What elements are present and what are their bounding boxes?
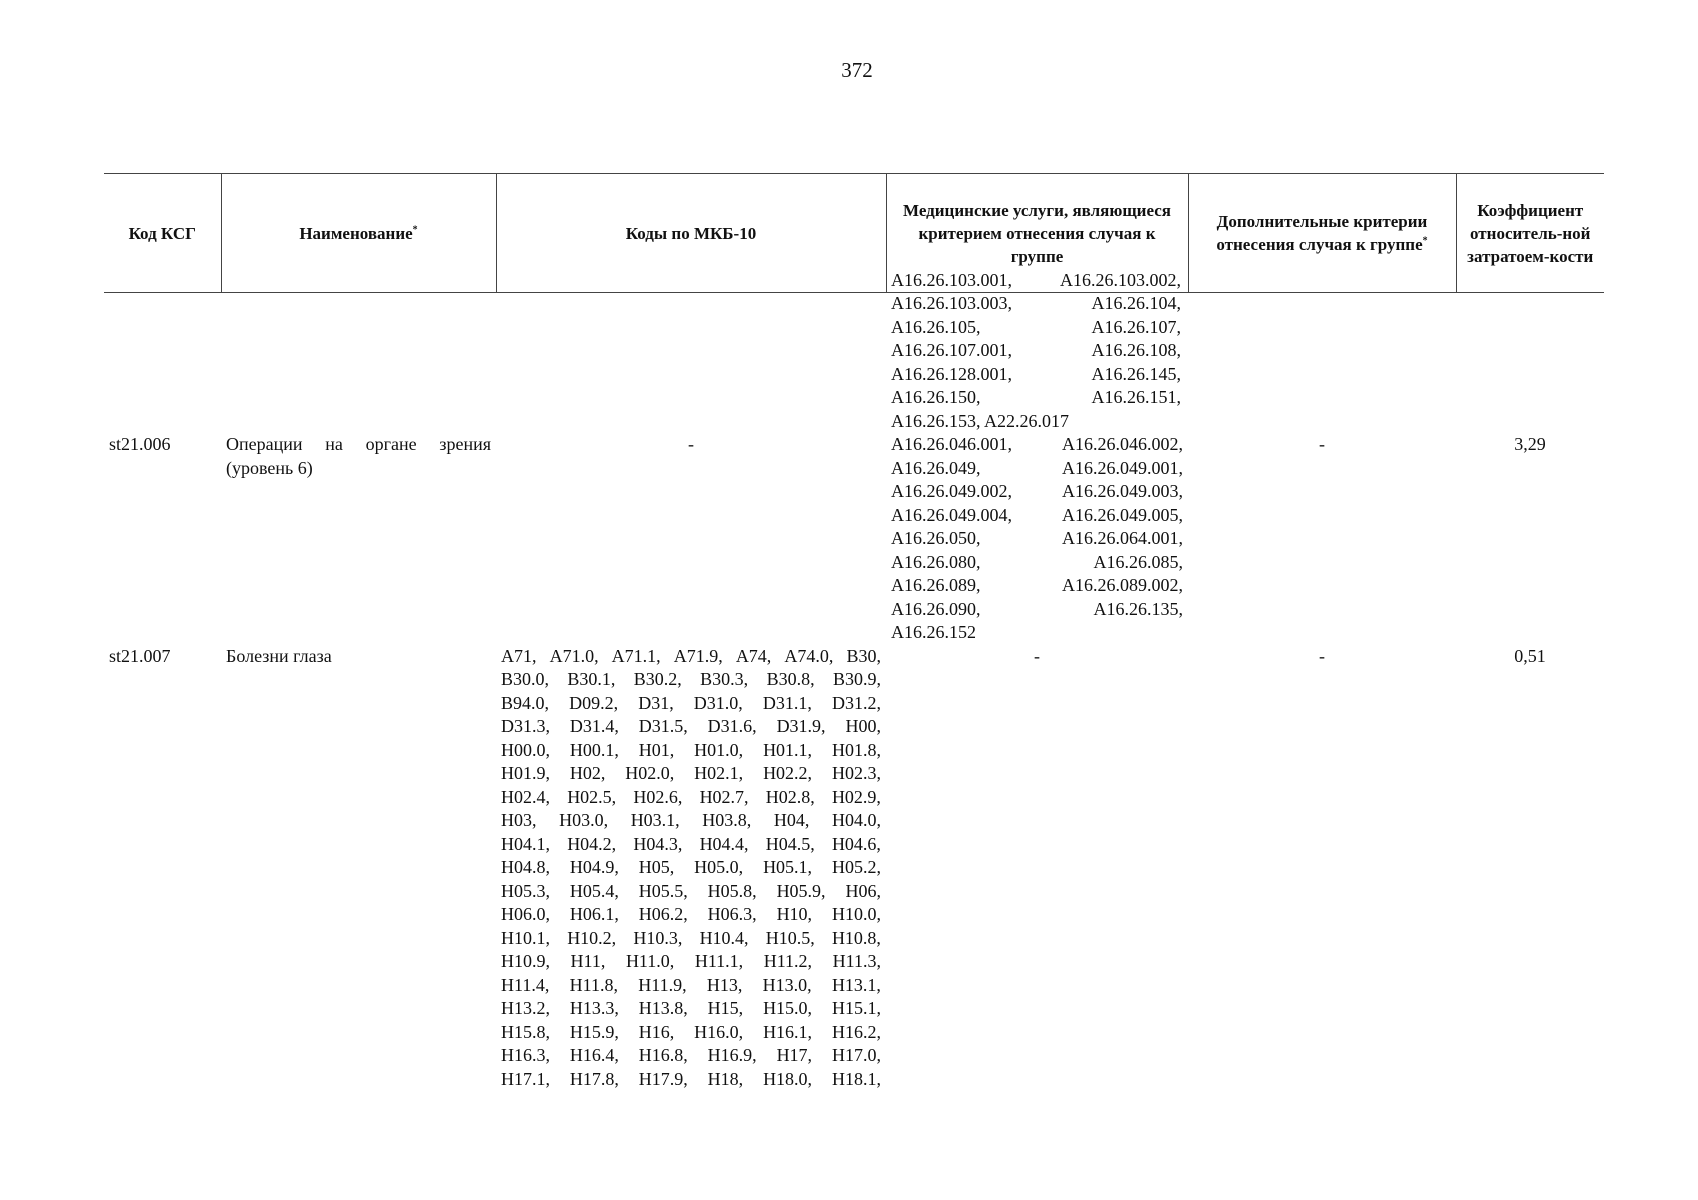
mkb-code: H16.2, — [831, 1021, 881, 1042]
mkb-code-list — [501, 645, 881, 1092]
mkb-code: A74.0, — [784, 645, 834, 666]
header-code: Код КСГ — [104, 174, 221, 293]
service-code: A16.26.103.002, — [1060, 269, 1181, 290]
mkb-code: B30.2, — [633, 669, 682, 689]
footnote-mark: * — [1422, 235, 1428, 247]
mkb-code: H11.1, — [694, 951, 744, 971]
service-code: A16.26.128.001, — [891, 363, 1012, 384]
mkb-code: H16.9, — [707, 1045, 757, 1065]
mkb-code: H11.9, — [638, 974, 687, 995]
service-code: A16.26.107.001, — [891, 340, 1012, 360]
mkb-code: H02, — [569, 763, 606, 783]
mkb-code: H05.8, — [707, 880, 757, 901]
mkb-code-line — [501, 692, 881, 716]
mkb-code: H06.0, — [501, 904, 550, 924]
mkb-code-line — [501, 903, 881, 927]
footnote-mark: * — [412, 223, 418, 235]
mkb-code: H13.1, — [831, 974, 881, 995]
mkb-code-line — [501, 880, 881, 904]
mkb-code: D31.6, — [707, 716, 757, 736]
mkb-code: H10.4, — [699, 927, 749, 948]
mkb-code: H00.0, — [501, 739, 550, 760]
service-code: A16.26.050, — [891, 528, 981, 548]
mkb-code: H16.4, — [569, 1045, 619, 1065]
mkb-code: H04.6, — [831, 833, 881, 854]
service-code: A16.26.150, — [891, 387, 981, 407]
service-code: A16.26.046.002, — [1062, 434, 1183, 454]
mkb-code: B30.9, — [832, 669, 881, 689]
mkb-code: H10.5, — [765, 927, 815, 948]
mkb-code: B94.0, — [501, 692, 550, 713]
service-code: A16.26.089.002, — [1062, 575, 1183, 595]
mkb-code: H02.8, — [765, 786, 815, 807]
continuation-row — [104, 293, 1604, 434]
service-code: A16.26.049.003, — [1062, 481, 1183, 501]
header-additional-text: Дополнительные критерии отнесения случая к группе — [1216, 212, 1428, 254]
mkb-code-line — [501, 668, 881, 692]
mkb-code: H15, — [707, 998, 744, 1018]
mkb-code: H11, — [570, 951, 606, 971]
header-additional — [1188, 174, 1456, 293]
mkb-code: H11.4, — [501, 974, 550, 995]
service-code: A16.26.107, — [1091, 316, 1181, 337]
mkb-code: H05.1, — [763, 857, 813, 877]
mkb-code-line — [501, 762, 881, 786]
mkb-code: H10.3, — [633, 927, 683, 948]
mkb-code: H17, — [776, 1045, 813, 1065]
mkb-code: H04.0, — [831, 810, 881, 830]
mkb-code-line — [501, 1044, 881, 1068]
continuation-cell — [1456, 293, 1604, 434]
mkb-code: A71, — [501, 645, 537, 666]
mkb-code: D31, — [638, 692, 674, 713]
service-code: A16.26.151, — [1091, 387, 1181, 407]
mkb-code-line — [501, 739, 881, 763]
continuation-cell — [221, 293, 496, 434]
mkb-code: H17.9, — [638, 1068, 688, 1089]
mkb-code-line — [501, 1021, 881, 1045]
mkb-code: H05.0, — [694, 857, 744, 877]
header-services: Медицинские услуги, являющиеся критерием отнесения случая к группе — [886, 174, 1188, 293]
mkb-code: H04, — [773, 810, 810, 830]
mkb-code: B30.1, — [567, 669, 616, 689]
coefficient: 3,29 — [1514, 434, 1546, 454]
mkb-code: H02.4, — [501, 786, 550, 807]
mkb-code: H05.2, — [831, 857, 881, 877]
mkb-code: H13.2, — [501, 998, 550, 1018]
mkb-code: H10.0, — [831, 904, 881, 924]
service-code: A16.26.145, — [1091, 363, 1181, 384]
ksg-code: st21.007 — [109, 645, 171, 666]
mkb-code: H02.2, — [763, 763, 813, 783]
service-code: A16.26.152 — [891, 622, 976, 642]
mkb-code: H00.1, — [569, 739, 619, 760]
mkb-code: H16.8, — [638, 1045, 688, 1065]
service-code: A16.26.103.001, — [891, 269, 1012, 290]
mkb-code: D09.2, — [569, 692, 619, 713]
mkb-code: H01.0, — [694, 739, 744, 760]
mkb-code: A74, — [735, 645, 772, 666]
ksg-code: st21.006 — [109, 434, 171, 454]
header-coef: Коэффициент относитель-ной затратоем-кости — [1456, 174, 1604, 293]
services-list — [891, 433, 1183, 645]
mkb-code: H01.8, — [831, 739, 881, 760]
mkb-code: H02.0, — [625, 763, 675, 783]
mkb-code: H17.8, — [569, 1068, 619, 1089]
mkb-code: H05, — [638, 857, 675, 877]
service-code: A16.26.049.004, — [891, 504, 1012, 525]
mkb-codes: - — [688, 434, 694, 454]
service-code: A16.26.085, — [1093, 551, 1183, 572]
additional-criteria: - — [1319, 645, 1325, 666]
mkb-code: B30.8, — [766, 669, 815, 689]
services-cell: - — [1034, 645, 1040, 666]
service-code: A16.26.049, — [891, 457, 981, 478]
continuation-cell — [104, 293, 221, 434]
coefficient: 0,51 — [1514, 645, 1546, 666]
mkb-code: H13.0, — [762, 974, 812, 995]
mkb-code: H10.8, — [831, 927, 881, 948]
mkb-code: H04.1, — [501, 833, 550, 854]
ksg-name: Операции на органе зрения (уровень 6) — [226, 434, 491, 478]
mkb-code: H02.1, — [694, 763, 744, 783]
service-code: A16.26.080, — [891, 551, 981, 572]
mkb-code: H00, — [845, 716, 881, 736]
mkb-code-line — [501, 927, 881, 951]
services-cell — [886, 433, 1188, 645]
mkb-code-line — [501, 645, 881, 669]
table-header-row — [104, 174, 1604, 293]
mkb-code: H03.0, — [559, 810, 609, 830]
mkb-code: H05.4, — [569, 880, 619, 901]
mkb-code: H01.1, — [763, 739, 813, 760]
mkb-code-line — [501, 1068, 881, 1092]
service-code: A16.26.135, — [1093, 598, 1183, 619]
mkb-code: H06.1, — [569, 904, 619, 924]
header-mkb: Коды по МКБ-10 — [496, 174, 886, 293]
mkb-code-line — [501, 715, 881, 739]
mkb-code: H11.8, — [569, 974, 618, 995]
mkb-code: H18, — [707, 1068, 744, 1089]
mkb-code: H13.3, — [569, 998, 619, 1018]
mkb-code: H16.1, — [763, 1021, 813, 1042]
mkb-code: A71.1, — [611, 645, 661, 666]
table-row — [104, 645, 1604, 1092]
mkb-code: H02.6, — [633, 786, 683, 807]
header-name-text: Наименование — [299, 223, 413, 243]
service-code: A16.26.090, — [891, 598, 981, 619]
mkb-code: H06.3, — [707, 904, 757, 924]
mkb-code: H11.0, — [625, 951, 675, 971]
mkb-code: H15.0, — [763, 998, 813, 1018]
services-cell-continued — [886, 269, 1188, 434]
mkb-code: H16.0, — [694, 1021, 744, 1042]
mkb-code: D31.5, — [638, 716, 688, 736]
mkb-code-line — [501, 833, 881, 857]
mkb-code: H15.9, — [569, 1021, 619, 1042]
mkb-code: H17.0, — [831, 1045, 881, 1065]
mkb-code: H02.5, — [567, 786, 617, 807]
mkb-code: H10.1, — [501, 927, 550, 948]
mkb-code: H10.2, — [567, 927, 617, 948]
mkb-code: H02.7, — [699, 786, 749, 807]
header-name — [221, 174, 496, 293]
mkb-code: H01.9, — [501, 763, 550, 783]
mkb-code: D31.4, — [569, 716, 619, 736]
service-code: A16.26.049.002, — [891, 481, 1012, 501]
mkb-code-line — [501, 786, 881, 810]
mkb-code-line — [501, 997, 881, 1021]
mkb-code: A71.9, — [673, 645, 723, 666]
mkb-code: D31.9, — [776, 716, 826, 736]
mkb-code: H13, — [706, 974, 743, 995]
page-number: 372 — [841, 58, 873, 82]
mkb-code: H02.3, — [831, 763, 881, 783]
mkb-code: H10, — [776, 904, 813, 924]
mkb-code: H06.2, — [638, 904, 688, 924]
service-code: A16.26.064.001, — [1062, 528, 1183, 548]
mkb-code: H04.5, — [765, 833, 815, 854]
mkb-code-line — [501, 974, 881, 998]
mkb-code: H15.1, — [831, 998, 881, 1018]
table-row — [104, 433, 1604, 645]
service-code: A16.26.108, — [1091, 340, 1181, 360]
mkb-code: H18.0, — [763, 1068, 813, 1089]
mkb-code: D31.3, — [501, 716, 550, 736]
mkb-code: H03, — [501, 810, 537, 830]
mkb-code-line — [501, 809, 881, 833]
mkb-code: H04.3, — [633, 833, 683, 854]
mkb-code: H17.1, — [501, 1068, 550, 1089]
mkb-code: H02.9, — [831, 786, 881, 807]
ksg-table — [104, 173, 1604, 1091]
mkb-code: D31.1, — [762, 692, 812, 713]
mkb-code-line — [501, 856, 881, 880]
service-code: A16.26.049.005, — [1062, 504, 1183, 525]
mkb-code: B30.3, — [700, 669, 749, 689]
mkb-code: H04.4, — [699, 833, 749, 854]
mkb-code: H04.9, — [569, 857, 619, 877]
mkb-code: H04.8, — [501, 857, 550, 877]
mkb-code: H18.1, — [831, 1068, 881, 1089]
service-code: A16.26.103.003, — [891, 293, 1012, 313]
service-code: A16.26.104, — [1091, 293, 1181, 313]
continuation-cell — [496, 293, 886, 434]
mkb-code: H06, — [845, 880, 881, 901]
service-code: A16.26.153, A22.26.017 — [891, 410, 1070, 431]
mkb-code: B30, — [846, 645, 881, 666]
mkb-code: H10.9, — [501, 951, 550, 971]
service-code: A16.26.089, — [891, 575, 981, 595]
mkb-code: H01, — [638, 739, 675, 760]
mkb-code: H05.5, — [638, 880, 688, 901]
ksg-name: Болезни глаза — [226, 645, 332, 666]
mkb-code: H03.8, — [702, 810, 752, 830]
service-code: A16.26.049.001, — [1062, 457, 1183, 478]
services-list-continued — [891, 269, 1181, 434]
mkb-code: B30.0, — [501, 669, 550, 689]
mkb-code: H03.1, — [630, 810, 680, 830]
mkb-code: A71.0, — [549, 645, 599, 666]
service-code: A16.26.046.001, — [891, 434, 1012, 454]
continuation-cell — [1188, 293, 1456, 434]
mkb-code: H13.8, — [638, 998, 688, 1018]
mkb-code: H05.9, — [776, 880, 826, 901]
mkb-code-line — [501, 950, 881, 974]
additional-criteria: - — [1319, 434, 1325, 454]
mkb-codes — [496, 645, 886, 1092]
mkb-code: H11.2, — [763, 951, 813, 971]
mkb-code: H16.3, — [501, 1045, 550, 1065]
mkb-code: H16, — [638, 1021, 675, 1042]
mkb-code: D31.0, — [693, 692, 743, 713]
mkb-code: H04.2, — [567, 833, 617, 854]
mkb-code: H05.3, — [501, 880, 550, 901]
mkb-code: H11.3, — [832, 951, 881, 971]
service-code: A16.26.105, — [891, 316, 981, 337]
mkb-code: H15.8, — [501, 1021, 550, 1042]
mkb-code: D31.2, — [831, 692, 881, 713]
